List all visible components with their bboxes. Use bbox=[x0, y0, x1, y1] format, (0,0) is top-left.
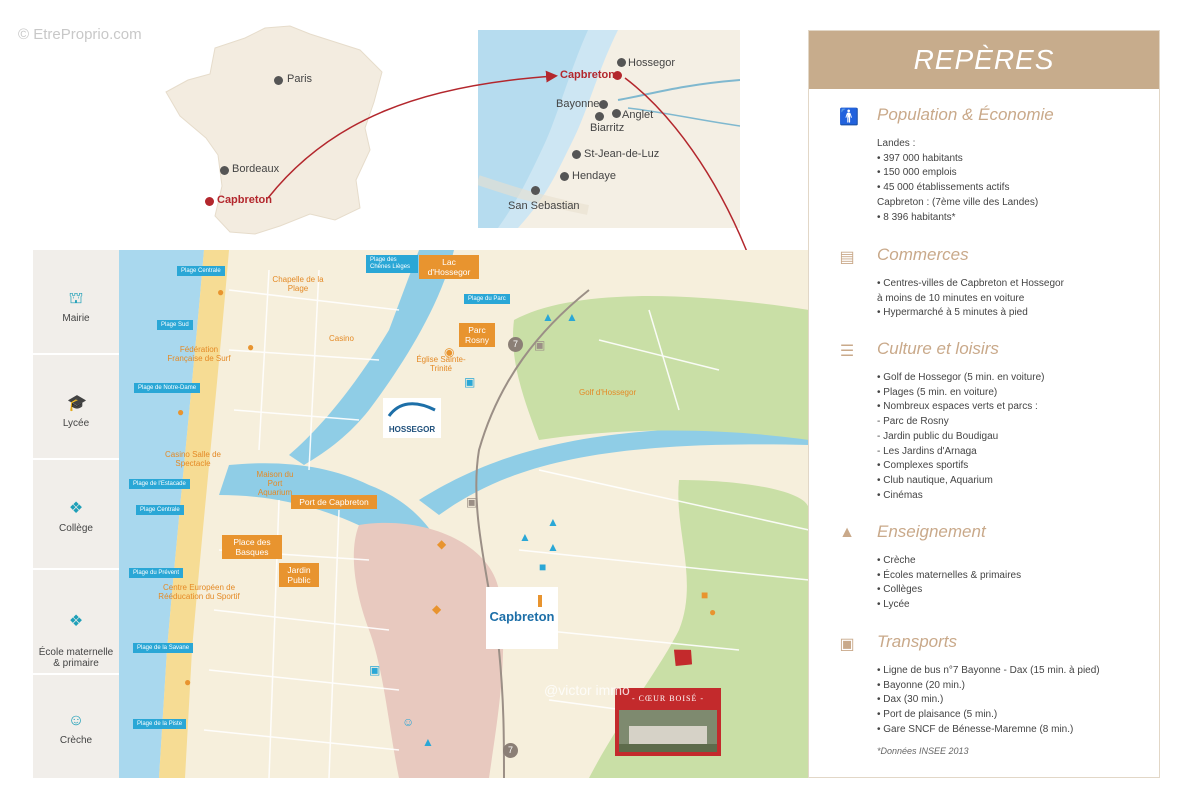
town-hall-icon: ▣ bbox=[464, 375, 476, 389]
section-body: • Crèche • Écoles maternelles & primaires • Collèges • Lycée bbox=[877, 555, 1022, 611]
camera-icon: ◉ bbox=[444, 345, 455, 359]
section-title: Population & Économie bbox=[877, 105, 1054, 124]
section-title: Commerces bbox=[877, 245, 969, 264]
legend-label: Collège bbox=[59, 523, 93, 534]
place-tag: Port de Capbreton bbox=[291, 495, 377, 509]
st-jean-de-luz-label: St-Jean-de-Luz bbox=[584, 148, 660, 160]
place-tag: Lac d'Hossegor bbox=[419, 255, 479, 279]
rugby-icon: ◆ bbox=[437, 537, 447, 551]
beach-tag: Plage de la Piste bbox=[133, 719, 186, 729]
beach-tag: Plage du Prévent bbox=[129, 568, 183, 578]
paris-label: Paris bbox=[287, 73, 313, 85]
reperes-panel bbox=[808, 30, 1160, 778]
residence-photo bbox=[619, 710, 717, 752]
bus-line-marker: 7 bbox=[508, 337, 523, 352]
map-legend bbox=[33, 250, 119, 778]
bowling-icon: ● bbox=[709, 605, 717, 619]
children-icon: ▲ bbox=[547, 540, 559, 554]
beach-tag: Plage de la Savane bbox=[133, 643, 193, 653]
book-stack-icon: ☰ bbox=[839, 343, 855, 360]
capbreton-label: Capbreton bbox=[217, 194, 272, 206]
san-sebastian-label: San Sebastian bbox=[508, 200, 580, 212]
basket-icon: ■ bbox=[701, 588, 709, 602]
section-title: Culture et loisirs bbox=[877, 339, 999, 358]
graduate-icon: ■ bbox=[539, 560, 547, 574]
students-icon: ❖ bbox=[68, 500, 84, 517]
legend-item-mairie bbox=[33, 290, 119, 324]
beach-tag: Plage de l'Estacade bbox=[129, 479, 190, 489]
capbreton-logo bbox=[486, 587, 558, 649]
person-icon: 🚹 bbox=[839, 109, 859, 126]
students-icon: ▲ bbox=[566, 310, 578, 324]
town-hall-icon: ▣ bbox=[369, 663, 381, 677]
place-label: Fédération Française de Surf bbox=[167, 345, 231, 363]
hossegor-logo-text: HOSSEGOR bbox=[388, 425, 436, 434]
surfer-icon: ● bbox=[247, 340, 255, 354]
baby-icon: ☺ bbox=[67, 712, 85, 729]
hendaye-label: Hendaye bbox=[572, 170, 617, 182]
hiking-icon: ▲ bbox=[542, 310, 554, 324]
place-label: Maison du Port Aquarium bbox=[256, 470, 294, 497]
children-icon: ❖ bbox=[68, 613, 84, 630]
place-label: Casino Salle de Spectacle bbox=[164, 450, 222, 468]
bus-icon: ▣ bbox=[466, 495, 478, 509]
bordeaux-label: Bordeaux bbox=[232, 163, 280, 175]
residence-card bbox=[615, 688, 721, 756]
town-hall-icon: ⛫ bbox=[68, 290, 84, 307]
panel-title: REPÈRES bbox=[809, 31, 1159, 89]
section-title: Enseignement bbox=[877, 522, 986, 541]
beach-tag: Plage du Parc bbox=[464, 294, 510, 304]
place-tag: Place des Basques bbox=[222, 535, 282, 559]
baby-icon: ☺ bbox=[402, 715, 415, 729]
legend-item-creche bbox=[33, 712, 119, 746]
hossegor-label: Hossegor bbox=[628, 57, 676, 69]
legend-label: Crèche bbox=[59, 735, 93, 746]
children-icon: ▲ bbox=[547, 515, 559, 529]
beach-tag: Plage Centrale bbox=[177, 266, 225, 276]
students-icon: ▲ bbox=[422, 735, 434, 749]
section-body: • Centres-villes de Capbreton et Hossegor à moins de 10 minutes en voiture • Hypermarché à 5 minutes à pied bbox=[877, 278, 1064, 319]
students-icon: ▲ bbox=[519, 530, 531, 544]
biarritz-label: Biarritz bbox=[590, 122, 625, 134]
legend-item-lycee bbox=[33, 395, 119, 429]
place-label: Centre Européen de Rééducation du Sportif bbox=[158, 583, 240, 601]
beach-tag: Plage Sud bbox=[157, 320, 193, 330]
section-title: Transports bbox=[877, 632, 957, 651]
watermark: © EtreProprio.com bbox=[18, 26, 142, 43]
town-map bbox=[119, 250, 809, 778]
beach-tag: Plage des Chênes Lièges bbox=[366, 255, 418, 273]
section-body: Landes : • 397 000 habitants • 150 000 emplois • 45 000 établissements actifs Capbreton : (7ème ville des Landes) • 8 396 habitants* bbox=[877, 138, 1039, 223]
section-body: • Golf de Hossegor (5 min. en voiture) • Plages (5 min. en voiture) • Nombreux espaces verts et parcs : - Parc de Rosny - Jardin public du Boudigau - Les Jardins d'Arnaga • Complexes sportifs • Club nautique, Aquarium • Cinémas bbox=[877, 372, 1045, 501]
legend-label: Lycée bbox=[62, 418, 90, 429]
map-watermark: @victor immo bbox=[544, 682, 630, 698]
graduate-icon: ▲ bbox=[839, 524, 855, 541]
bus-line-marker: 7 bbox=[503, 743, 518, 758]
section-body: • Ligne de bus n°7 Bayonne - Dax (15 min. à pied) • Bayonne (20 min.) • Dax (30 min.) • Port de plaisance (5 min.) • Gare SNCF de Bénesse-Maremne (8 min.) bbox=[877, 665, 1100, 735]
surfer-icon: ● bbox=[184, 675, 192, 689]
place-tag: Parc Rosny bbox=[459, 323, 495, 347]
bayonne-label: Bayonne bbox=[556, 98, 600, 110]
surfer-icon: ● bbox=[217, 285, 225, 299]
bus-icon: ▣ bbox=[839, 636, 855, 653]
wave-icon bbox=[383, 398, 441, 420]
capbreton-logo-text: Capbreton bbox=[489, 609, 555, 624]
place-label: Golf d'Hossegor bbox=[579, 388, 637, 397]
legend-label: Mairie bbox=[62, 313, 90, 324]
coast-capbreton-label: Capbreton bbox=[560, 69, 615, 81]
beach-tag: Plage Centrale bbox=[136, 505, 184, 515]
legend-label: École maternelle & primaire bbox=[38, 647, 114, 669]
hossegor-logo bbox=[383, 398, 441, 438]
place-label: Église Sainte-Trinité bbox=[416, 355, 466, 373]
beach-tag: Plage de Notre-Dame bbox=[134, 383, 200, 393]
surfer-icon: ● bbox=[177, 405, 185, 419]
basket-icon: ▤ bbox=[839, 249, 855, 266]
legend-item-college bbox=[33, 500, 119, 534]
graduate-icon: 🎓 bbox=[67, 395, 87, 412]
residence-name: - CŒUR BOISÉ - bbox=[631, 694, 704, 703]
legend-item-ecole bbox=[33, 602, 119, 669]
lighthouse-icon bbox=[538, 595, 542, 607]
anglet-label: Anglet bbox=[622, 109, 654, 121]
place-tag: Jardin Public bbox=[279, 563, 319, 587]
bus-icon: ▣ bbox=[534, 338, 546, 352]
place-label: Casino bbox=[329, 334, 354, 343]
footnote: *Données INSEE 2013 bbox=[877, 746, 969, 756]
place-label: Chapelle de la Plage bbox=[272, 275, 324, 293]
rugby-icon: ◆ bbox=[432, 602, 442, 616]
